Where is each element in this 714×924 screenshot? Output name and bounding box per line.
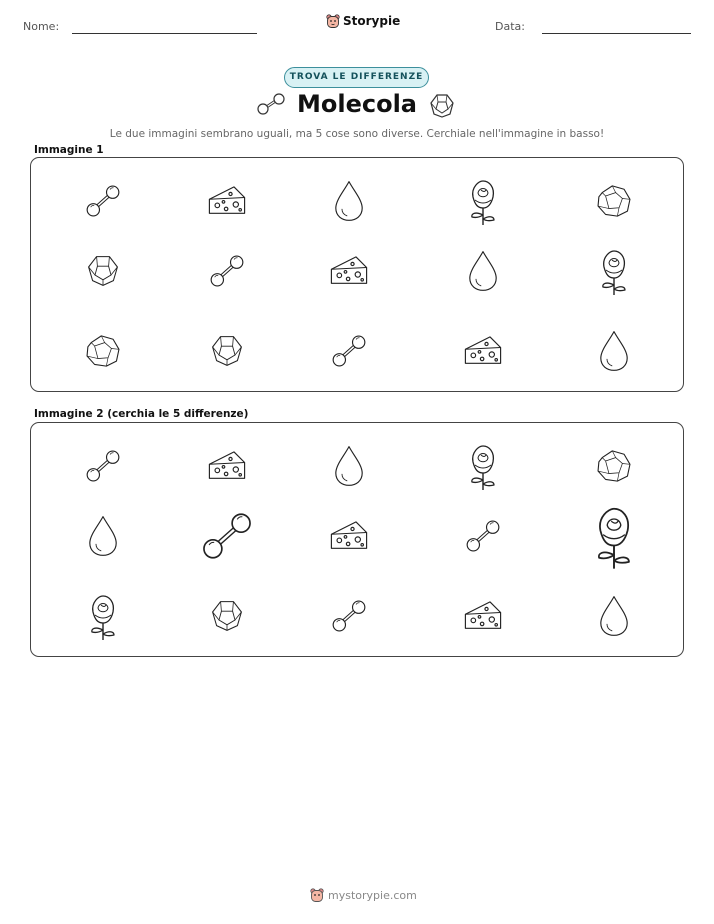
grid-cell[interactable] [327,444,371,488]
grid-cell[interactable] [207,596,247,636]
grid-cell [592,329,636,373]
grid-cell[interactable] [81,444,125,488]
date-label: Data: [495,20,525,33]
rose-icon [589,246,639,296]
drop-icon [327,444,371,488]
date-line[interactable] [542,33,691,34]
crystal-icon [83,251,123,291]
molecule-icon [81,444,125,488]
crystal-icon [207,596,247,636]
rock-icon [593,180,635,222]
grid-cell[interactable] [205,444,249,488]
grid-cell[interactable] [81,514,125,558]
rose-icon [458,441,508,491]
cheese-icon [327,514,371,558]
grid-cell[interactable] [327,514,371,558]
grid-cell [81,179,125,223]
grid-cell[interactable] [327,594,371,638]
molecule-icon [195,504,259,568]
cheese-icon [461,594,505,638]
rose-icon [580,502,648,570]
molecule-icon [327,329,371,373]
cheese-icon [327,249,371,293]
storypie-mascot-icon [310,887,324,903]
rose-icon [458,176,508,226]
grid-cell[interactable] [461,514,505,558]
image1-panel [30,157,684,392]
grid-cell [461,329,505,373]
grid-cell [458,176,508,226]
rose-icon [78,591,128,641]
activity-badge: TROVA LE DIFFERENZE [284,67,429,88]
drop-icon [592,594,636,638]
image2-label: Immagine 2 (cerchia le 5 differenze) [34,408,249,420]
molecule-icon [461,514,505,558]
drop-icon [327,179,371,223]
grid-cell[interactable] [593,445,635,487]
rock-icon [82,330,124,372]
grid-cell[interactable] [461,594,505,638]
instructions-text: Le due immagini sembrano uguali, ma 5 cose sono diverse. Cerchiale nell'immagine in basso! [109,128,605,140]
drop-icon [461,249,505,293]
grid-cell [82,330,124,372]
crystal-icon [207,331,247,371]
molecule-icon [205,249,249,293]
grid-cell [207,331,247,371]
grid-cell[interactable] [78,591,128,641]
cheese-icon [205,179,249,223]
grid-cell [205,249,249,293]
rock-icon [593,445,635,487]
drop-icon [592,329,636,373]
brand-name: Storypie [343,14,401,28]
name-label: Nome: [23,20,60,33]
grid-cell [327,329,371,373]
grid-cell [461,249,505,293]
grid-cell [327,249,371,293]
grid-cell [83,251,123,291]
cheese-icon [461,329,505,373]
grid-cell[interactable] [458,441,508,491]
molecule-icon [81,179,125,223]
image2-panel[interactable] [30,422,684,657]
grid-cell[interactable] [580,502,648,570]
grid-cell [205,179,249,223]
grid-cell[interactable] [195,504,259,568]
grid-cell [589,246,639,296]
molecule-icon [327,594,371,638]
footer [310,887,417,903]
storypie-mascot-icon [326,13,340,29]
crystal-icon [429,93,455,119]
grid-cell [327,179,371,223]
grid-cell[interactable] [592,594,636,638]
name-line[interactable] [72,33,257,34]
drop-icon [81,514,125,558]
brand-logo [326,13,400,29]
image1-label: Immagine 1 [34,144,104,156]
cheese-icon [205,444,249,488]
grid-cell [593,180,635,222]
footer-url[interactable]: mystorypie.com [328,888,417,902]
page-title: Molecola [296,90,417,118]
